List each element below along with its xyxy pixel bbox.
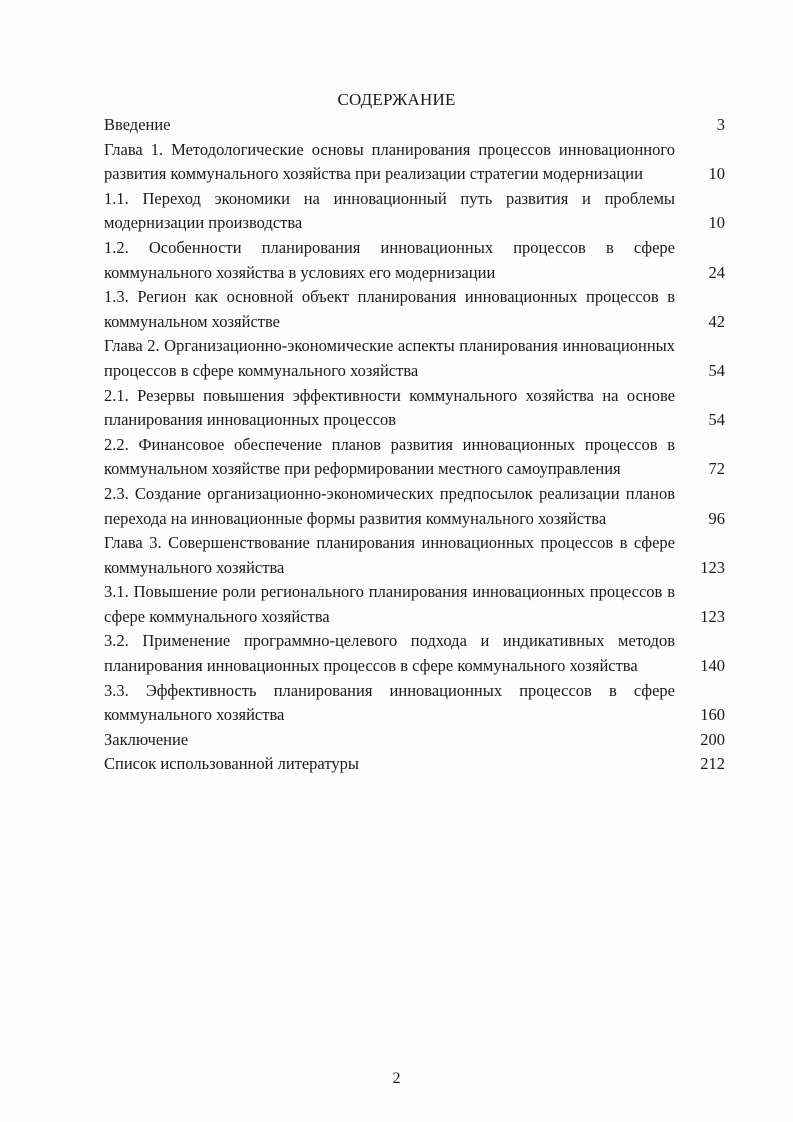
toc-entry-text: Глава 3. Совершенствование планирования инновационных процессов в сфере коммунального хозяйства [104, 533, 675, 577]
toc-entry-page: 123 [700, 557, 725, 577]
toc-entry [104, 629, 725, 678]
toc-entry-text: 3.3. Эффективность планирования инновационных процессов в сфере коммунального хозяйства [104, 680, 675, 725]
toc-entry-text: 2.2. Финансовое обеспечение планов развития инновационных процессов в коммунальном хозяйстве при реформировании местного самоуправления [104, 434, 675, 479]
toc-entry-page: 42 [708, 311, 725, 331]
toc-entry-text: Список использованной литературы [104, 754, 359, 774]
toc-entry [104, 187, 725, 236]
page-title: СОДЕРЖАНИЕ [337, 90, 456, 109]
toc-entry [104, 433, 725, 482]
toc-entry-text: 1.3. Регион как основной объект планирования инновационных процессов в коммунальном хозяйстве [104, 287, 675, 331]
toc-entry-page: 54 [708, 410, 725, 430]
toc-entry-page: 10 [708, 213, 725, 233]
toc-entry-page: 140 [700, 656, 725, 676]
toc-entry-text: 1.2. Особенности планирования инновационных процессов в сфере коммунального хозяйства в условиях его модернизации [104, 237, 675, 282]
toc-entry-page: 3 [716, 115, 725, 134]
toc-entry-page: 123 [700, 606, 725, 626]
toc-entry-page: 200 [700, 729, 725, 749]
toc-entry [104, 531, 725, 580]
toc-entry [104, 334, 725, 383]
toc-entry-text: 1.1. Переход экономики на инновационный путь развития и проблемы модернизации производства [104, 188, 675, 233]
toc-entry-text: 3.1. Повышение роли регионального планирования инновационных процессов в сфере коммунального хозяйства [104, 582, 675, 626]
toc-entry-text: Введение [104, 115, 171, 134]
toc-entry-page: 10 [708, 164, 725, 184]
toc-entry [104, 138, 725, 187]
page-number: 2 [392, 1070, 401, 1087]
toc-entry-text: 2.1. Резервы повышения эффективности коммунального хозяйства на основе планирования инновационных процессов [104, 385, 675, 430]
toc-entry [104, 752, 725, 777]
toc-entry-page: 54 [708, 360, 725, 380]
toc-entry [104, 236, 725, 285]
toc-entry [104, 482, 725, 531]
toc-entry-page: 24 [708, 262, 725, 282]
toc-entry-text: 2.3. Создание организационно-экономических предпосылок реализации планов перехода на инновационные формы развития коммунального хозяйства [104, 483, 675, 528]
toc-entry [104, 580, 725, 629]
toc-entry [104, 679, 725, 728]
toc-entry-text: Заключение [104, 729, 189, 749]
toc-entry-page: 72 [708, 459, 725, 479]
toc-entry [104, 384, 725, 433]
toc-entry-page: 96 [708, 508, 725, 528]
toc-entry [104, 728, 725, 753]
toc-entry-text: Глава 2. Организационно-экономические аспекты планирования инновационных процессов в сфере коммунального хозяйства [104, 336, 675, 380]
toc-entry-page: 212 [700, 754, 725, 774]
table-of-contents [104, 113, 725, 777]
toc-entry [104, 113, 725, 138]
toc-entry-text: Глава 1. Методологические основы планирования процессов инновационного развития коммунального хозяйства при реализации стратегии модернизации [104, 139, 675, 184]
toc-entry-text: 3.2. Применение программно-целевого подхода и индикативных методов планирования инновационных процессов в сфере коммунального хозяйства [104, 631, 675, 676]
toc-entry [104, 285, 725, 334]
toc-entry-page: 160 [700, 705, 725, 725]
